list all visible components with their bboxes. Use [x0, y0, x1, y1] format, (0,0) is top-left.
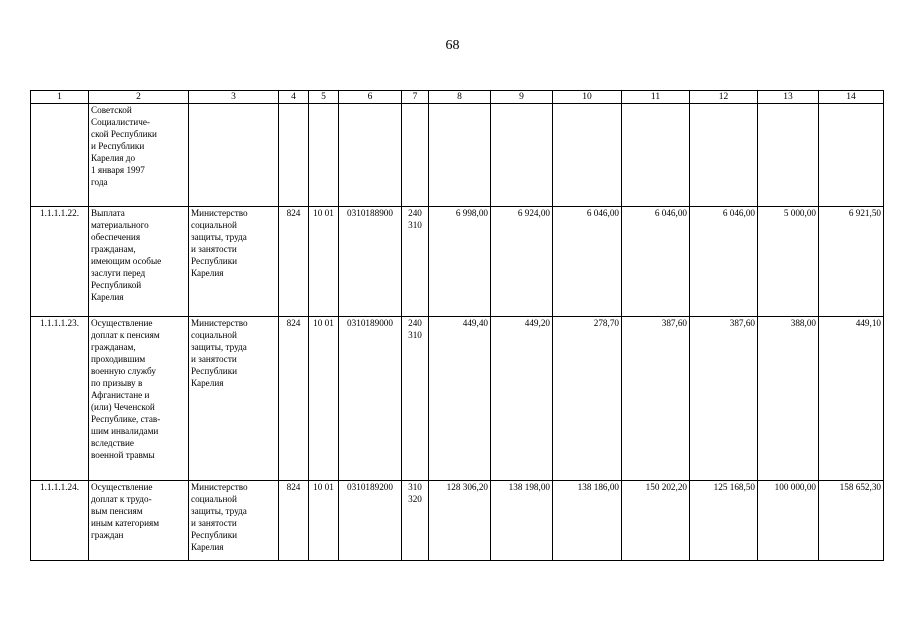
value-col-13: 388,00	[758, 317, 819, 481]
value-col-8	[429, 104, 491, 207]
column-header-2: 2	[89, 91, 189, 104]
section-code: 10 01	[309, 481, 339, 561]
cell-line: шим инвалидами	[91, 426, 159, 436]
target-code: 0310189200	[339, 481, 402, 561]
value-col-9: 138 198,00	[491, 481, 553, 561]
cell-line: Республики	[191, 530, 238, 540]
section-code: 10 01	[309, 207, 339, 317]
value-col-11: 387,60	[622, 317, 690, 481]
cell-line: Республики	[191, 256, 238, 266]
cell-line: вым пенсиям	[91, 506, 143, 516]
cell-line: иным категориям	[91, 518, 160, 528]
cell-line: вследствие	[91, 438, 135, 448]
code-824	[279, 104, 309, 207]
value-col-10	[553, 104, 622, 207]
cell-line: Осуществление	[91, 318, 153, 328]
ministry	[189, 317, 279, 481]
page-number: 68	[445, 38, 460, 53]
item-description	[89, 207, 189, 317]
cell-line: Карелия	[191, 542, 224, 552]
cell-line: 240	[408, 208, 422, 218]
value-col-11	[622, 104, 690, 207]
value-col-14: 449,10	[819, 317, 884, 481]
value-col-13: 5 000,00	[758, 207, 819, 317]
cell-line: Советской	[91, 105, 132, 115]
cell-line: социальной	[191, 220, 237, 230]
value-col-11: 6 046,00	[622, 207, 690, 317]
value-col-14: 158 652,30	[819, 481, 884, 561]
cell-line: Карелия	[191, 268, 224, 278]
value-col-8: 6 998,00	[429, 207, 491, 317]
cell-line: Выплата	[91, 208, 125, 218]
cell-line: Республике, став-	[91, 414, 161, 424]
cell-line: Карелия	[91, 292, 124, 302]
column-header-6: 6	[339, 91, 402, 104]
table-row	[31, 207, 884, 317]
cell-line: и занятости	[191, 244, 237, 254]
target-code	[339, 104, 402, 207]
cell-line: защиты, труда	[191, 232, 247, 242]
cell-line: защиты, труда	[191, 506, 247, 516]
value-col-13	[758, 104, 819, 207]
value-col-9: 6 924,00	[491, 207, 553, 317]
cell-line: материального	[91, 220, 149, 230]
code-824: 824	[279, 207, 309, 317]
section-code: 10 01	[309, 317, 339, 481]
row-number: 1.1.1.1.24.	[31, 481, 89, 561]
value-col-10: 138 186,00	[553, 481, 622, 561]
budget-table	[30, 90, 884, 561]
cell-line: Министерство	[191, 208, 248, 218]
cell-line: 320	[408, 494, 422, 504]
value-col-11: 150 202,20	[622, 481, 690, 561]
cell-line: гражданам,	[91, 342, 136, 352]
column-header-8: 8	[429, 91, 491, 104]
value-col-14: 6 921,50	[819, 207, 884, 317]
cell-line: защиты, труда	[191, 342, 247, 352]
expense-type	[402, 104, 429, 207]
row-number: 1.1.1.1.22.	[31, 207, 89, 317]
column-header-14: 14	[819, 91, 884, 104]
column-header-13: 13	[758, 91, 819, 104]
value-col-9: 449,20	[491, 317, 553, 481]
cell-line: 1 января 1997	[91, 165, 145, 175]
cell-line: Республикой	[91, 280, 142, 290]
cell-line: (или) Чеченской	[91, 402, 155, 412]
column-header-1: 1	[31, 91, 89, 104]
value-col-12: 125 168,50	[690, 481, 758, 561]
value-col-9	[491, 104, 553, 207]
value-col-10: 278,70	[553, 317, 622, 481]
cell-line: года	[91, 177, 108, 187]
cell-line: социальной	[191, 330, 237, 340]
table-body	[31, 104, 884, 561]
cell-line: доплат к пенсиям	[91, 330, 160, 340]
value-col-12: 387,60	[690, 317, 758, 481]
value-col-8: 128 306,20	[429, 481, 491, 561]
cell-line: социальной	[191, 494, 237, 504]
cell-line: военной травмы	[91, 450, 155, 460]
item-description	[89, 104, 189, 207]
cell-line: Министерство	[191, 482, 248, 492]
table-row	[31, 481, 884, 561]
cell-line: проходившим	[91, 354, 146, 364]
cell-line: Осуществление	[91, 482, 153, 492]
cell-line: заслуги перед	[91, 268, 146, 278]
cell-line: 310	[408, 330, 422, 340]
column-header-7: 7	[402, 91, 429, 104]
value-col-12: 6 046,00	[690, 207, 758, 317]
cell-line: Афганистане и	[91, 390, 150, 400]
item-description	[89, 317, 189, 481]
row-number: 1.1.1.1.23.	[31, 317, 89, 481]
code-824: 824	[279, 317, 309, 481]
cell-line: Карелия	[191, 378, 224, 388]
expense-type	[402, 481, 429, 561]
cell-line: Республики	[191, 366, 238, 376]
cell-line: Министерство	[191, 318, 248, 328]
target-code: 0310189000	[339, 317, 402, 481]
column-header-4: 4	[279, 91, 309, 104]
cell-line: доплат к трудо-	[91, 494, 152, 504]
value-col-12	[690, 104, 758, 207]
cell-line: по призыву в	[91, 378, 143, 388]
expense-type	[402, 207, 429, 317]
cell-line: имеющим особые	[91, 256, 162, 266]
cell-line: ской Республики	[91, 129, 157, 139]
cell-line: 310	[408, 220, 422, 230]
column-header-11: 11	[622, 91, 690, 104]
value-col-13: 100 000,00	[758, 481, 819, 561]
column-header-9: 9	[491, 91, 553, 104]
expense-type	[402, 317, 429, 481]
value-col-10: 6 046,00	[553, 207, 622, 317]
ministry	[189, 104, 279, 207]
target-code: 0310188900	[339, 207, 402, 317]
cell-line: Социалистиче-	[91, 117, 150, 127]
column-header-12: 12	[690, 91, 758, 104]
row-number	[31, 104, 89, 207]
ministry	[189, 207, 279, 317]
ministry	[189, 481, 279, 561]
code-824: 824	[279, 481, 309, 561]
cell-line: гражданам,	[91, 244, 136, 254]
cell-line: обеспечения	[91, 232, 141, 242]
cell-line: и занятости	[191, 354, 237, 364]
cell-line: и занятости	[191, 518, 237, 528]
item-description	[89, 481, 189, 561]
column-header-10: 10	[553, 91, 622, 104]
cell-line: граждан	[91, 530, 124, 540]
column-header-3: 3	[189, 91, 279, 104]
cell-line: военную службу	[91, 366, 156, 376]
value-col-14	[819, 104, 884, 207]
cell-line: 310	[408, 482, 422, 492]
value-col-8: 449,40	[429, 317, 491, 481]
section-code	[309, 104, 339, 207]
column-header-5: 5	[309, 91, 339, 104]
header-row	[31, 91, 884, 104]
cell-line: Карелия до	[91, 153, 136, 163]
cell-line: 240	[408, 318, 422, 328]
table-row	[31, 104, 884, 207]
cell-line: и Республики	[91, 141, 145, 151]
table-row	[31, 317, 884, 481]
